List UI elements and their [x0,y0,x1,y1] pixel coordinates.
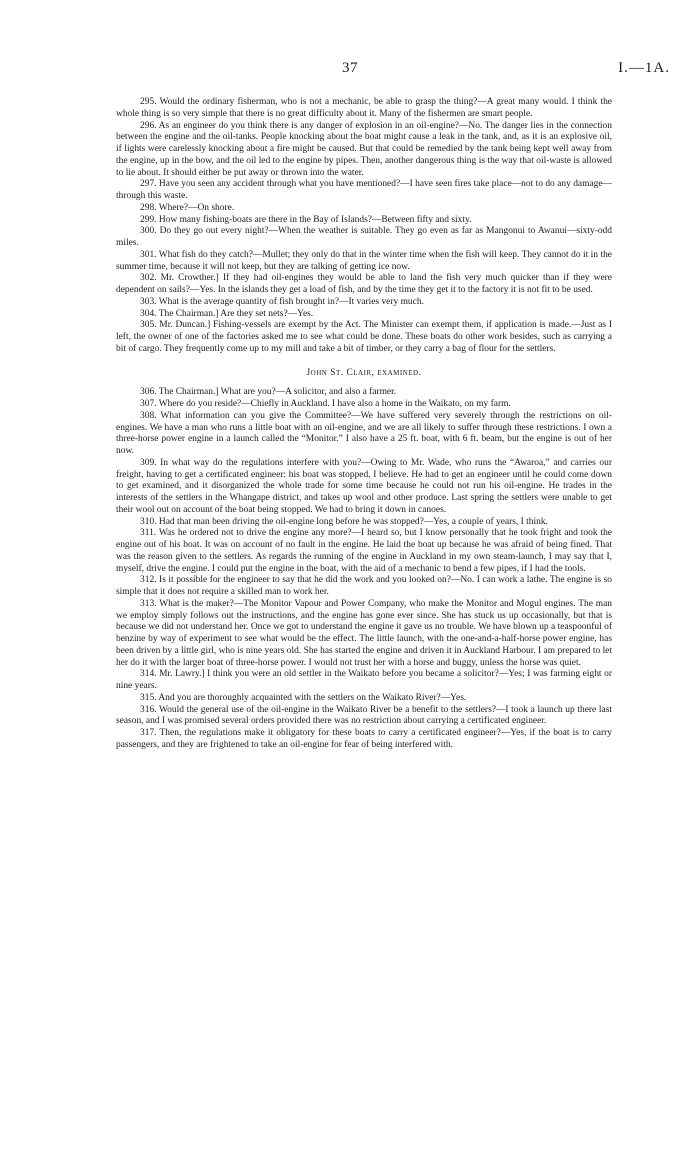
question-paragraph: 313. What is the maker?—The Monitor Vapour and Power Company, who make the Monitor and Mogul engines. The man we employ simply follows out the instructions, and the engine has gone ever since. She has stuck us up occasionally, but that is because we did not understand her. Once we got to understand the engine it gave us no trouble. We have blown up a teaspoonful of benzine by way of experiment to see what would be the effect. The little launch, with the one-and-a-half-horse power engine, has been driven by a little girl, who is nine years old. She has started the engine and driven it in Auckland Harbour. I am prepared to let her do it with the larger boat of three-horse power. I would not trust her with a horse and buggy, unless the horse was quiet. [116,598,612,668]
question-paragraph: 303. What is the average quantity of fish brought in?—It varies very much. [140,296,424,307]
question-paragraph: 309. In what way do the regulations interfere with you?—Owing to Mr. Wade, who runs the “Awaroa,” and carries our freight, having to get a certificated engineer: his boat was stopped, I believe. He had to get an engineer until he could come down to get examined, and it disorganized the whole trade for some time because he could not run his oil-engine. He trades in the interests of the settlers in the Whangape district, and takes up wool and other produce. Last spring the settlers were unable to get their wool out on account of the boat being stopped. We had to bring it down in canoes. [116,457,612,515]
question-paragraph: 305. Mr. Duncan.] Fishing-vessels are exempt by the Act. The Minister can exempt them, if application is made.—Just as I left, the owner of one of the factories asked me to see what could be done. These boats do other work besides, such as carrying a bit of cargo. They frequently come up to my mill and take a bit of timber, or they carry a bag of flour for the settlers. [116,320,612,354]
question-paragraph: 297. Have you seen any accident through what you have mentioned?—I have seen fires take place—not to do any damage—through this waste. [116,179,612,201]
question-paragraph: 304. The Chairman.] Are they set nets?—Yes. [140,308,314,319]
question-paragraph: 312. Is it possible for the engineer to say that he did the work and you looked on?—No. I can work a lathe. The engine is so simple that it does not require a skilled man to work her. [116,575,612,597]
question-paragraph: 300. Do they go out every night?—When the weather is suitable. They go even as far as Mangonui to Awanui—sixty-odd miles. [116,226,612,248]
evidence-text-body [116,97,612,752]
question-paragraph: 301. What fish do they catch?—Mullet; they only do that in the winter time when the fish will keep. They cannot do it in the summer time, because it will not keep, but they are talking of getting ice now. [116,249,612,272]
question-paragraph: 314. Mr. Lawry.] I think you were an old settler in the Waikato before you became a solicitor?—Yes; I was farming eight or nine years. [116,669,612,691]
question-paragraph: 302. Mr. Crowther.] If they had oil-engines they would be able to land the fish very much quicker than if they were dependent on sails?—Yes. In the islands they get a load of fish, and by the time they get it to the factory it is not fit to be used. [116,273,612,295]
question-paragraph: 296. As an engineer do you think there is any danger of explosion in an oil-engine?—No. The danger lies in the connection between the engine and the oil-tanks. People knocking about the boat might cause a leak in the tank, and, as it is an explosive oil, if lights were carelessly knocking about a fire might be caused. But that could be remedied by the tank being kept well away from the engine, up in the bow, and the oil led to the engine by pipes. Then, another dangerous thing is the way that oil-waste is allowed to lie about. It should either be put away or thrown into the water. [116,120,612,178]
question-paragraph: 295. Would the ordinary fisherman, who is not a mechanic, be able to grasp the thing?—A great many would. I think the whole thing is so very simple that there is no great difficulty about it. Many of the fishermen are smart people. [116,97,612,119]
question-paragraph: 311. Was he ordered not to drive the engine any more?—I heard so, but I know personally that he took fright and took the engine out of his boat. It was on account of no fault in the engine. He laid the boat up because he was afraid of being fined. That was the reason given to the settlers. As regards the running of the engine in Auckland in my own steam-launch, I may say that I, myself, drive the engine. I could put the engine in the boat, with the aid of a mechanic to bend a few pipes, if I had the tools. [116,528,612,574]
page-reference: I.—1A. [618,60,670,76]
question-paragraph: 316. Would the general use of the oil-engine in the Waikato River be a benefit to the settlers?—I took a launch up there last season, and I was promised several orders provided there was no restriction about carrying a certificated engineer. [116,704,612,727]
question-paragraph: 299. How many fishing-boats are there in the Bay of Islands?—Between fifty and sixty. [140,214,472,225]
question-paragraph: 298. Where?—On shore. [140,202,235,213]
question-paragraph: 307. Where do you reside?—Chiefly in Auckland. I have also a home in the Waikato, on my farm. [140,399,511,409]
question-paragraph: 315. And you are thoroughly acquainted with the settlers on the Waikato River?—Yes. [140,692,467,703]
question-paragraph: 310. Had that man been driving the oil-engine long before he was stopped?—Yes, a couple of years, I think. [140,516,548,527]
question-paragraph: 317. Then, the regulations make it obligatory for these boats to carry a certificated engineer?—Yes, if the boat is to carry passengers, and they are frightened to take an oil-engine for fear of being interfered with. [116,728,612,750]
witness-heading: John St. Clair, examined. [306,367,422,378]
question-paragraph: 308. What information can you give the Committee?—We have suffered very severely through the restrictions on oil-engines. We have a man who runs a little boat with an oil-engine, and we are all likely to suffer through these restrictions. I own a three-horse power engine in a launch called the “Monitor.” I also have a 25 ft. boat, with 6 ft. beam, but the engine is out of her now. [116,410,612,456]
question-paragraph: 306. The Chairman.] What are you?—A solicitor, and also a farmer. [140,387,397,398]
page-number: 37 [342,60,358,76]
